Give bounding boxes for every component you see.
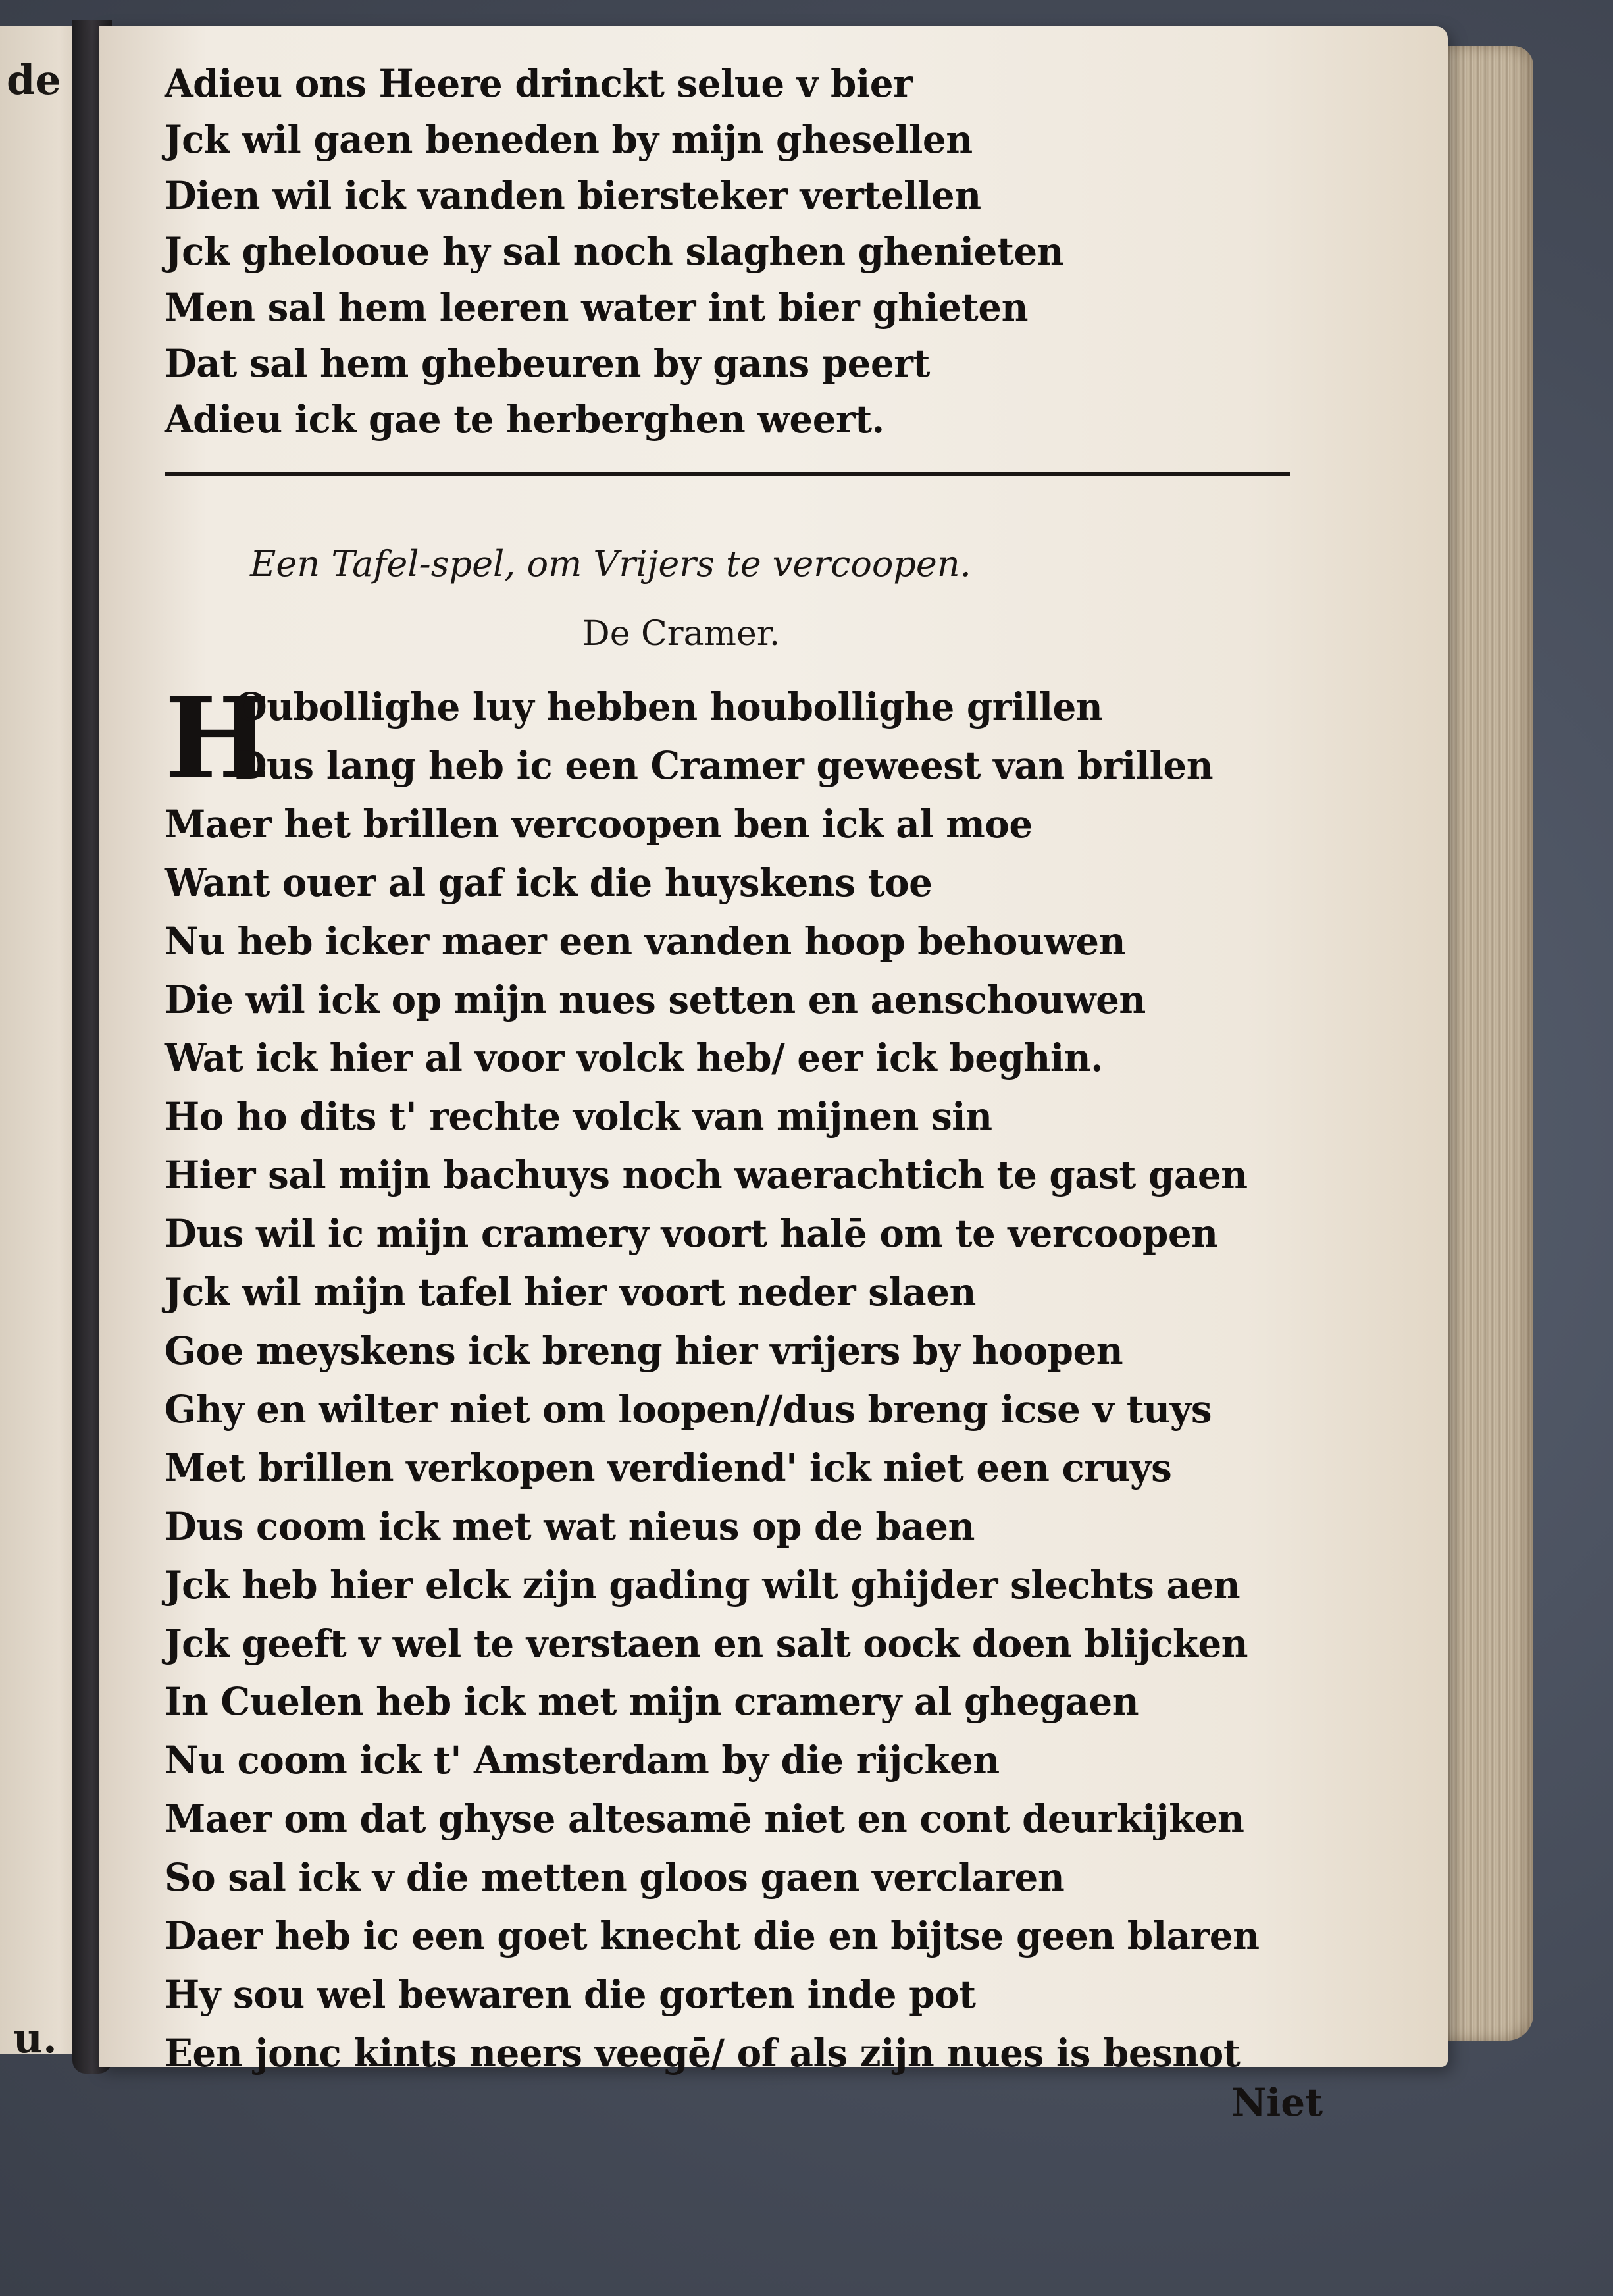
- verse-line: Jck heb hier elck zijn gading wilt ghijder slechts aen: [165, 1562, 1241, 1607]
- speaker-heading: De Cramer.: [582, 614, 781, 654]
- verse-line: Dus lang heb ic een Cramer geweest van brillen: [234, 743, 1214, 788]
- verse-line: Een jonc kints neers veegē/ of als zijn nues is besnot: [165, 2030, 1241, 2075]
- verse-line: Dus coom ick met wat nieus op de baen: [165, 1503, 975, 1549]
- left-page-text-fragment: u.: [13, 2014, 57, 2062]
- verse-line: Want ouer al gaf ick die huyskens toe: [165, 860, 933, 905]
- verse-line: Dus wil ic mijn cramery voort halē om te vercoopen: [165, 1211, 1218, 1257]
- verse-line: Hy sou wel bewaren die gorten inde pot: [165, 1971, 976, 2017]
- verse-line: Jck geeft v wel te verstaen en salt oock doen blijcken: [165, 1621, 1248, 1666]
- verse-line: Ghy en wilter niet om loopen//dus breng icse v tuys: [165, 1386, 1212, 1432]
- catchword: Niet: [1231, 2080, 1323, 2125]
- left-page-text-fragment: de: [7, 56, 61, 104]
- verse-line: Ho ho dits t' rechte volck van mijnen sin: [165, 1094, 992, 1139]
- verse-line: Maer het brillen vercoopen ben ick al moe: [165, 801, 1033, 847]
- top-verse: [165, 56, 1415, 448]
- section-divider: [165, 472, 1290, 476]
- verse-line: Nu coom ick t' Amsterdam by die rijcken: [165, 1738, 1000, 1783]
- verse-line: Adieu ons Heere drinckt selue v bier: [165, 61, 913, 106]
- verse-line: Jck wil mijn tafel hier voort neder slaen: [165, 1270, 976, 1315]
- section-title: Een Tafel-spel, om Vrijers te vercoopen.: [250, 543, 971, 585]
- verse-line: Nu heb icker maer een vanden hoop behouwen: [165, 918, 1126, 964]
- verse-line: So sal ick v die metten gloos gaen verclaren: [165, 1855, 1065, 1900]
- main-verse: [165, 673, 1415, 2083]
- verse-line: Dat sal hem ghebeuren by gans peert: [165, 341, 930, 386]
- verse-line: Goe meyskens ick breng hier vrijers by hoopen: [165, 1328, 1123, 1373]
- verse-line: Hier sal mijn bachuys noch waerachtich te gast gaen: [165, 1153, 1248, 1198]
- verse-line: Jck ghelooue hy sal noch slaghen ghenieten: [165, 229, 1064, 274]
- verse-line: Adieu ick gae te herberghen weert.: [165, 397, 884, 442]
- verse-line: Dien wil ick vanden biersteker vertellen: [165, 173, 981, 218]
- verse-line: Oubollighe luy hebben houbollighe grillen: [234, 685, 1103, 729]
- verse-line: Met brillen verkopen verdiend' ick niet een cruys: [165, 1445, 1172, 1490]
- verse-line: Jck wil gaen beneden by mijn ghesellen: [165, 117, 973, 162]
- verse-line: Wat ick hier al voor volck heb/ eer ick beghin.: [165, 1035, 1104, 1081]
- book-page: [99, 26, 1448, 2125]
- verse-line: Die wil ick op mijn nues setten en aenschouwen: [165, 977, 1146, 1022]
- verse-line: In Cuelen heb ick met mijn cramery al ghegaen: [165, 1679, 1139, 1725]
- verse-line: Men sal hem leeren water int bier ghieten: [165, 285, 1029, 330]
- drop-cap: H: [165, 673, 270, 804]
- verse-line: Maer om dat ghyse altesamē niet en cont deurkijken: [165, 1796, 1244, 1842]
- verse-line: Daer heb ic een goet knecht die en bijtse geen blaren: [165, 1914, 1260, 1959]
